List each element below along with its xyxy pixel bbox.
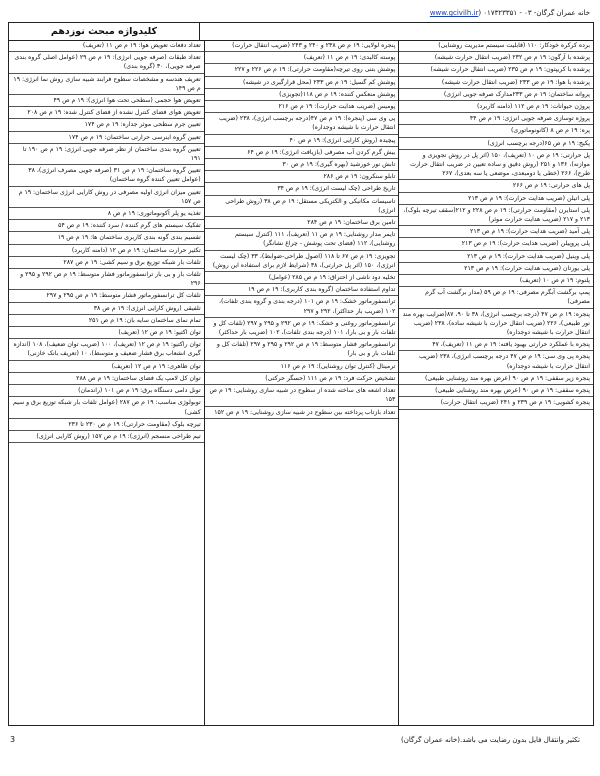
keyword-entry: تکثیر حرارت ساختمان: ۱۹ م ص ۱۲ (دامنه کاربرد) <box>9 245 204 257</box>
page-title: کلیدواژه مبحث نوزدهم <box>9 23 200 40</box>
keyword-entry: پوسته کالبدی: ۱۹ م ص ۱۱ (تعریف) <box>205 52 399 64</box>
keyword-entry: تعریف هندسه و مشخصات سطوح فرابند شبیه سازی روش نما انرژی: ۱۹ م ص ۱۴۹ <box>9 74 204 95</box>
keyword-entry: تعیین جرم سطحی موثر جداره: ۱۹ م ص ۱۷۴ <box>9 119 204 131</box>
page-header <box>10 6 590 20</box>
keyword-entry: پنجره پی وی سی: ۱۹ م ص ۴۷ درجه برچسب انرژی)، ۲۳۸ (ضریب انتقال حرارت با شیشه دوجداره) <box>399 351 593 372</box>
keyword-entry: ترمینال (کنترل توان روشنایی): ۱۹ م ص ۱۱۶ <box>205 361 399 373</box>
keyword-entry: توان ظاهری: ۱۹ م ص ۱۲ (تعریف) <box>9 361 204 373</box>
keyword-entry: تعداد دفعات تعویض هوا: ۱۹ م ص ۱۱ (تعریف) <box>9 40 204 52</box>
keyword-entry: تشخیص حرکت فرد: ۱۹ م ص ۱۱۱ (حسگر حرکتی) <box>205 373 399 385</box>
keyword-entry: پرشده با هوا: ۱۹ م ص ۲۳۳ (ضریب انتقال حرارت شیشه) <box>399 77 593 89</box>
keyword-entry: تامین برق ساختمان: ۱۹ م ص ۲۸۴ <box>205 217 399 229</box>
keyword-entry: تابش نور خورشید (بهره گیری): ۱۹ م ص ۳۰ <box>205 159 399 171</box>
keyword-entry: تلفات بار شبکه توزیع برق و سیم کشی: ۱۹ م ص ۲۸۷ <box>9 257 204 269</box>
keyword-entry: پلی وینیل (ضریب هدایت حرارت): ۱۹ م ص ۲۱۳ <box>399 251 593 263</box>
keyword-entry: پنجره کشویی: ۱۹ م ص ۲۳۹ و ۲۴۱ (ضریب انتقال حرارت) <box>399 397 593 409</box>
keyword-table <box>8 22 594 726</box>
keyword-entry: پل های حرارتی: ۱۹ م ص ۲۶۶ <box>399 180 593 192</box>
keyword-entry: تعیین گروه بندی ساختمان از نظر صرفه جویی انرژی: ۱۹ م ص ۱۹۰ تا ۱۹۱ <box>9 144 204 165</box>
keyword-entry: پروژه توسازی صرفه جویی انرژی: ۱۹ م ص ۴۴ <box>399 113 593 125</box>
keyword-entry: تیرچه بلوک (مقاومت حرارتی): ۱۹ م ص ۲۳۰ تا ۲۳۶ <box>9 419 204 431</box>
keyword-entry: پروانه ساختمان: ۱۹ م ص ۲۳۳مدارک صرفه جویی انرژی) <box>399 89 593 101</box>
keyword-entry: تونل دامی دستگاه برق: ۱۹ م ص ۱۰۱ (راندمان) <box>9 385 204 397</box>
footer-text: تکثیر وانتقال فایل بدون رضایت می باشد.(خانه عمران گرگان) <box>400 736 580 744</box>
keyword-entry: تقسیم بندی گونه بندی کاربری ساختمان ها: ۱۹ م ص ۱۹ <box>9 232 204 244</box>
keyword-entry: توبولوژی مناسب: ۱۹ م ص ۲۸۷ (عوامل تلفات بار شبکه توزیع برق و سیم کشی) <box>9 397 204 418</box>
keyword-entry: تلفات بار و بی بار ترانسفورماتور فشار متوسط: ۱۹ م ص ۲۹۲ و ۲۹۵ و ۲۹۶ <box>9 269 204 290</box>
keyword-entry: پنجره: ۱۹ م ص ۴۷ (درجه برچسب انرژی)، ۳۸ تا ۹۰، ۸۷(ضرایب بهره مند نور طبیعی)، ۲۲۶ (ضریب انتقال حرارت با شیشه ساده)، ۲۳۸ (ضریب انتقال حرارت با شیشه دوجداره) <box>399 309 593 340</box>
keyword-entry: توان کل لامپ یک فضای ساختمان: ۱۹ م ص ۲۸۸ <box>9 373 204 385</box>
keyword-entry: تمام نمای ساختمان سایه بان: ۱۹ م ص ۲۵۱ <box>9 315 204 327</box>
keyword-entry: تعداد اشعه های ساخته شده از سطوح در شبیه سازی روشنایی: ۱۹ م ص ۱۵۳ <box>205 385 399 406</box>
keyword-entry: ترانسفورماتور روغنی و خشک: ۱۹ م ص ۲۹۲ و ۲۹۵ و ۲۹۷ (تلفات کل و تلفات بار و بی بار)، ۱۰۱ (درجه بندی تلفات)، ۱۰۲ (ضریب بار حداکثر) <box>205 318 399 339</box>
keyword-entry: تفکیک سیستم های گرم کننده / سرد کننده: ۱۹ م ص ۵۴ <box>9 220 204 232</box>
keyword-entry: پرشده با آرگون: ۱۹ م ص ۲۳۲ (ضریب انتقال حرارت شیشه) <box>399 52 593 64</box>
keyword-entry: تیم طراحی منسجم (انرژی): ۱۹ م ص ۱۵۷ (روش کارایی انرژی) <box>9 431 204 443</box>
keyword-entry: بیش گرم کردن آب مصرفی (بازیافت انرژی): ۱۹ م ص ۶۴ <box>205 147 399 159</box>
keyword-entry: پل حرارتی: ۱۹ م ص ۱۰ (تعریف)، ۱۵۰ (اثر پل در روش تجویزی و موازنه)، ۱۳۶ و ۲۵۱ (روش دقیق و ساده تعیین در ضریب انتقال حرارت طرح)، ۲۶۶ (خطی یا دومبعدی، موضعی یا سه بعدی)، ۲۶۷ <box>399 150 593 181</box>
column-right <box>398 40 593 725</box>
keyword-entry: پره: ۱۹ م ص ۸ (کانونوماتوری) <box>399 125 593 137</box>
column-left <box>9 40 204 725</box>
keyword-entry: پی وی سی (پنجره): ۱۹ م ص ۴۷(درجه برچسب انرژی)، ۲۳۸ (ضریب انتقال حرارت با شیشه دوجداره) <box>205 113 399 134</box>
page-number: 3 <box>10 735 16 744</box>
keyword-entry: پومیس (ضریب هدایت حرارت): ۱۹ م ص ۲۱۶ <box>205 101 399 113</box>
keyword-entry: پلی آمید (ضریب هدایت حرارت): ۱۹ م ص ۲۱۳ <box>399 226 593 238</box>
keyword-entry: پروژن حیوانات: ۱۹ م ص ۱۱۲ (دامنه کاربرد) <box>399 101 593 113</box>
keyword-entry: پلنوم: ۱۹ م ص ۱۰ (تعریف) <box>399 275 593 287</box>
keyword-entry: تداوم استفاده ساختمان (گروه بندی کاربری): ۱۹ م ص ۱۹ <box>205 284 399 296</box>
header-text: خانه عمران گرگان- ۰۳ - ۰۱۷۳۲۳۳۵۱ ( <box>478 9 590 17</box>
keyword-entry: تعیین گروه اینرسی حرارتی ساختمان: ۱۹ م ص ۱۷۴ <box>9 132 204 144</box>
keyword-entry: تغذیه یو پلر آکونوماتوری: ۱۹ م ص ۸ <box>9 208 204 220</box>
keyword-entry: توان راکتیو: ۱۹ م ص ۱۲ (تعریف)، ۱۰۰ (ضریب توان ضعیف)، ۱۰۸ (اندازه گیری انشعاب برق فشار ضعیف و متوسط)، ۱۰ (تعریف بانک خازنی) <box>9 339 204 360</box>
keyword-entry: تابلو سنکرون: ۱۹ م ص ۲۸۶ <box>205 171 399 183</box>
keyword-entry: پنجره زیر سقفی: ۱۹ م ص ۹۰ (عرض بهره مند روشنایی طبیعی) <box>399 373 593 385</box>
keyword-entry: تعداد بازتاب پرداخته بین سطوح در شبیه سازی روشنایی: ۱۹ م ص ۱۵۲ <box>205 407 399 419</box>
keyword-entry: تعویض هوای فضای کنترل نشده از فضای کنترل شده: ۱۹ م ص ۲۰۸ <box>9 107 204 119</box>
keyword-entry: تاریخ طراحی (چک لیست انرژی): ۱۹ م ص ۳۴ <box>205 183 399 195</box>
title-row <box>9 23 593 41</box>
keyword-entry: ترانسفورماتور خشک: ۱۹ م ص ۱۰۱ (درجه بندی و گروه بندی تلفات)، ۱۰۲ (ضریب بار حداکثر)، ۲۹۲ و ۲۹۷ <box>205 296 399 317</box>
columns <box>9 40 593 725</box>
keyword-entry: پوشش بتنی روی تیرچه(مقاومت حرارتی): ۱۹ م ص ۲۲۶ و ۲۲۷ <box>205 64 399 76</box>
keyword-entry: پلی استایرن (مقاومت حرارتی): ۱۹ م ص ۲۲۸ و ۲۱۲(سقف تیرچه بلوک)، ۲۱۳ و ۲۱۷ (ضریب هدایت حرارت موثر) <box>399 205 593 226</box>
keyword-entry: برده کرکره خودکار: ۱۱۰ (قابلیت سیستم مدیریت روشنایی) <box>399 40 593 52</box>
keyword-entry: تلفات کل ترانسفورماتور فشار متوسط: ۱۹ م ص ۲۹۵ و ۲۹۷ <box>9 290 204 302</box>
keyword-entry: توان اکتیو: ۱۹ م ص ۱۲ (تعریف) <box>9 327 204 339</box>
keyword-entry: تعیین گروه ساختمان: ۱۹ م ص ۳۱ (صرفه جویی مصرف انرژی)، ۳۸ (عوامل تعیین کننده گروه ساختمان) <box>9 165 204 186</box>
header-link[interactable]: www.gcivilh.ir <box>429 9 479 17</box>
keyword-entry: تاسیسات مکانیکی و الکتریکی مستقل: ۱۹ م ص ۳۸ (روش طراحی انرژی) <box>205 196 399 217</box>
keyword-entry: پیچیده (روش کارایی انرژی): ۱۹ م ص ۴۰ <box>205 135 399 147</box>
keyword-entry: پرشده با کریپتون: ۱۹ م ص ۲۳۵ (ضریب انتقال حرارت شیشه) <box>399 64 593 76</box>
keyword-entry: تعیین میزان انرژی اولیه مصرفی در روش کارایی انرژی ساختمان: ۱۹ م ص ۱۵۷ <box>9 187 204 208</box>
keyword-entry: تخلیه دود ناشی از احتراق: ۱۹ م ص ۲۸۵ (عوامل) <box>205 272 399 284</box>
keyword-entry: پنجره سقفی: ۱۹ م ص ۹۰ (عرض بهره مند روشنایی طبیعی) <box>399 385 593 397</box>
keyword-entry: تایمر مدار روشنایی: ۱۹ م ص ۱۱ (تعریف)، ۱۱۱ (کنترل سیستم روشنایی)، ۱۱۲ (فضای تحت پوشش - چراغ نشانگر) <box>205 229 399 250</box>
keyword-entry: پنجره لولایی: ۱۹ م ص ۲۳۸ و ۲۴۰ و ۲۴۳ (ضریب انتقال حرارت) <box>205 40 399 52</box>
keyword-entry: پنجره با عملکرد حرارتی بهبود یافته: ۱۹ م ص ۱۱ (تعریف)، ۴۷ <box>399 339 593 351</box>
keyword-entry: تعداد طبقات (صرفه جویی انرژی): ۱۹ م ص ۲۹ (عوامل اصلی گروه بندی صرفه جویی)، ۳۰ (گروه بندی) <box>9 52 204 73</box>
keyword-entry: پوشش منعکس کننده: ۱۹ م ص ۱۱۸(تجویزی) <box>205 89 399 101</box>
keyword-entry: پلی یورتان (ضریب هدایت حرارت): ۱۹ م ص ۲۱۳ <box>399 263 593 275</box>
keyword-entry: پوشش کم گسیل: ۱۹ م ص ۲۳۳ (محل قرارگیری در شیشه) <box>205 77 399 89</box>
keyword-entry: پلی اتیلن (ضریب هدایت حرارت): ۱۹ م ص ۲۱۳ <box>399 193 593 205</box>
keyword-entry: ترانسفورماتور فشار متوسط: ۱۹ م ص ۲۹۲ و ۲۹۵ و ۲۹۷ (تلفات کل و تلفات بار و بی بار) <box>205 339 399 360</box>
column-middle <box>204 40 399 725</box>
keyword-entry: پلی پروپیلن (ضریب هدایت حرارت): ۱۹ م ص ۲۱۳ <box>399 238 593 250</box>
keyword-entry: پمپ برگشت آبگرم مصرفی: ۱۹ م ص ۵۹ (مدار برگشت آب گرم مصرفی) <box>399 287 593 308</box>
keyword-entry: تجویزی: ۱۹ م ص ۶۷ تا ۱۱۸ (اصول طراحی-ضوابط)، ۳۳ (چک لیست انرژی)، ۱۵۰ (اثر پل حرارتی)، ۳۸ (شرایط لازم برای استفاده این روش) <box>205 251 399 272</box>
keyword-entry: تعویض هوا حجمی (سطحی تحت هوا انرژی): ۱۹ م ص ۴۹ <box>9 95 204 107</box>
keyword-entry: تلفیقی (روش کارایی انرژی): ۱۹ م ص ۳۸ <box>9 303 204 315</box>
keyword-entry: پکیج: ۱۹ م ص ۶۵(درجه برچسب انرژی) <box>399 138 593 150</box>
